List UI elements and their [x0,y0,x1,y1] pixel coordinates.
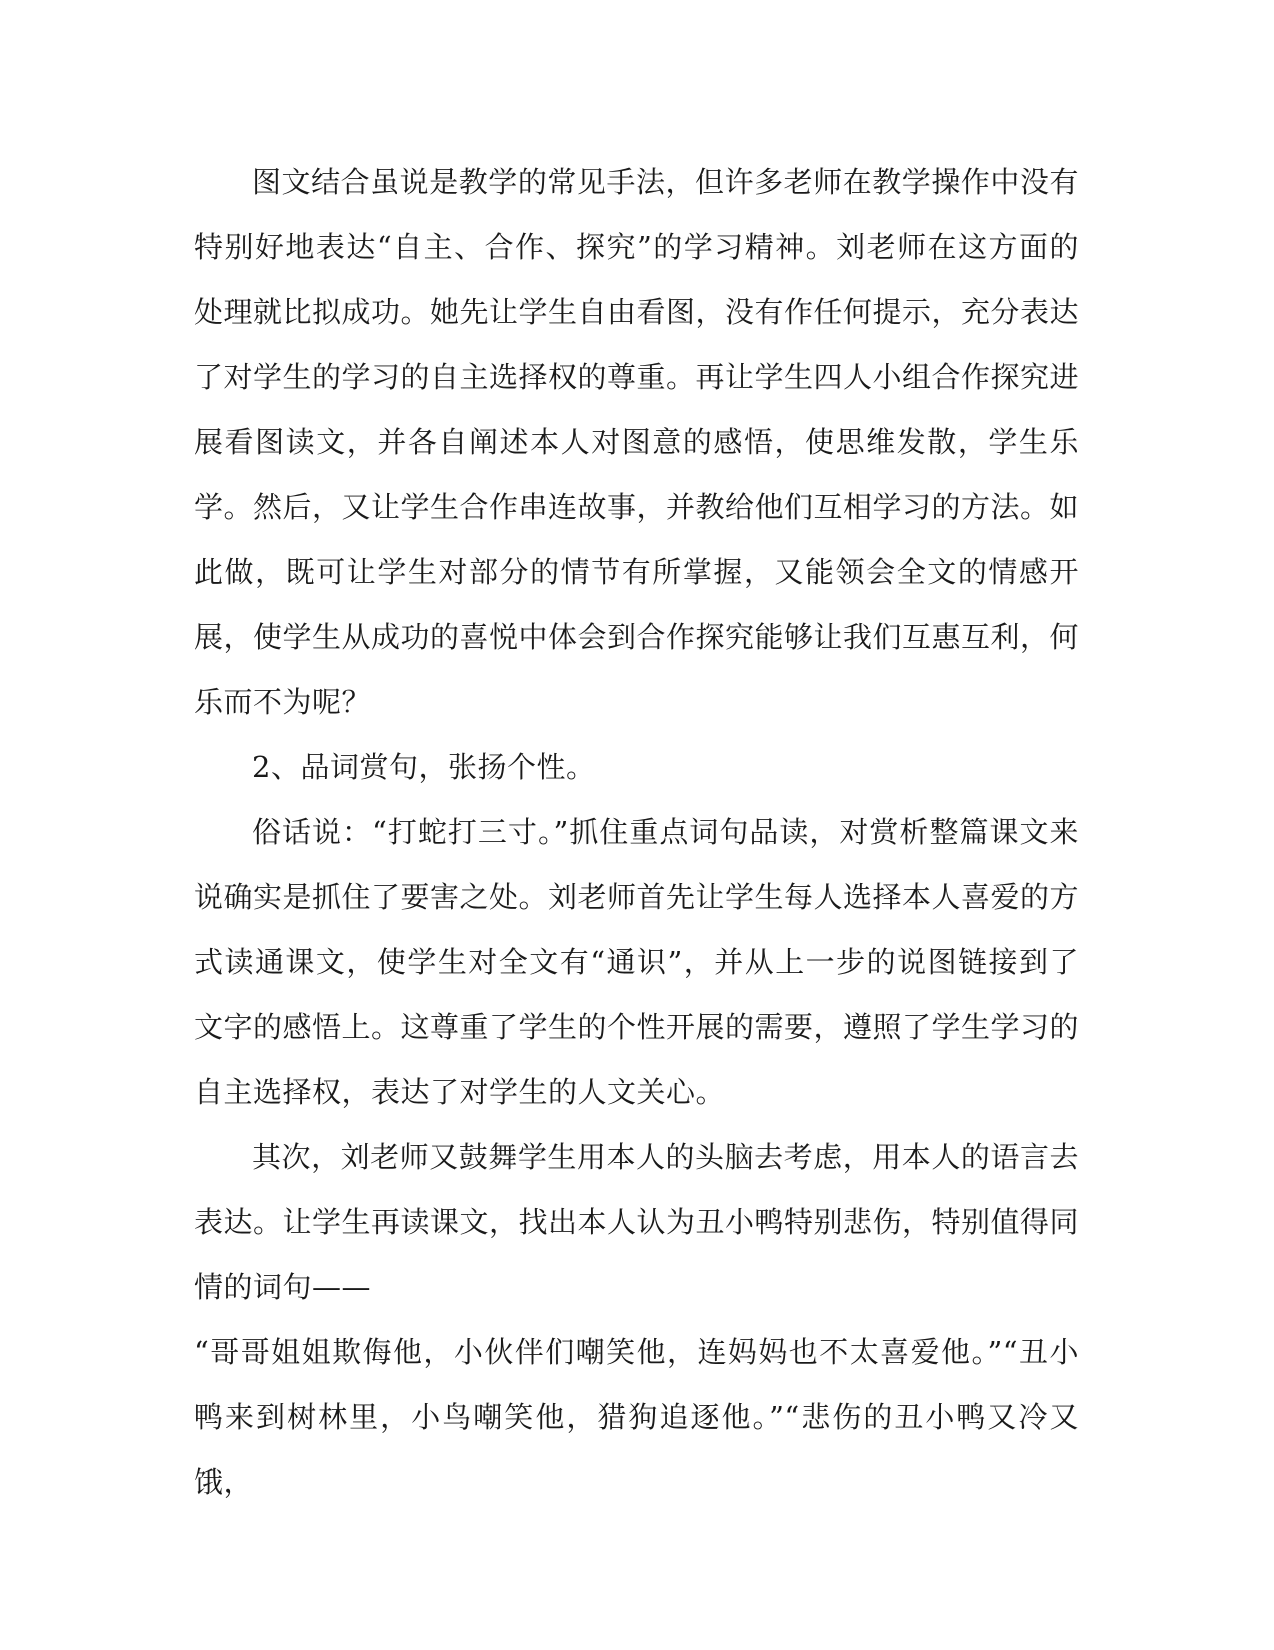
document-body [194,150,1079,1515]
paragraph-5-quote: “哥哥姐姐欺侮他，小伙伴们嘲笑他，连妈妈也不太喜爱他。”“丑小鸭来到树林里，小鸟嘲笑他，猎狗追逐他。”“悲伤的丑小鸭又冷又饿， [194,1335,1079,1499]
paragraph-2-heading: 2、品词赏句，张扬个性。 [252,750,596,784]
paragraph-4: 其次，刘老师又鼓舞学生用本人的头脑去考虑，用本人的语言去表达。让学生再读课文，找出本人认为丑小鸭特别悲伤，特别值得同情的词句—— [194,1140,1080,1304]
paragraph-3: 俗话说：“打蛇打三寸。”抓住重点词句品读，对赏析整篇课文来说确实是抓住了要害之处。刘老师首先让学生每人选择本人喜爱的方式读通课文，使学生对全文有“通识”，并从上一步的说图链接到了文字的感悟上。这尊重了学生的个性开展的需要，遵照了学生学习的自主选择权，表达了对学生的人文关心。 [194,815,1080,1109]
paragraph-1: 图文结合虽说是教学的常见手法，但许多老师在教学操作中没有特别好地表达“自主、合作、探究”的学习精神。刘老师在这方面的处理就比拟成功。她先让学生自由看图，没有作任何提示，充分表达了对学生的学习的自主选择权的尊重。再让学生四人小组合作探究进展看图读文，并各自阐述本人对图意的感悟，使思维发散，学生乐学。然后，又让学生合作串连故事，并教给他们互相学习的方法。如此做，既可让学生对部分的情节有所掌握，又能领会全文的情感开展，使学生从成功的喜悦中体会到合作探究能够让我们互惠互利，何乐而不为呢？ [194,165,1080,719]
